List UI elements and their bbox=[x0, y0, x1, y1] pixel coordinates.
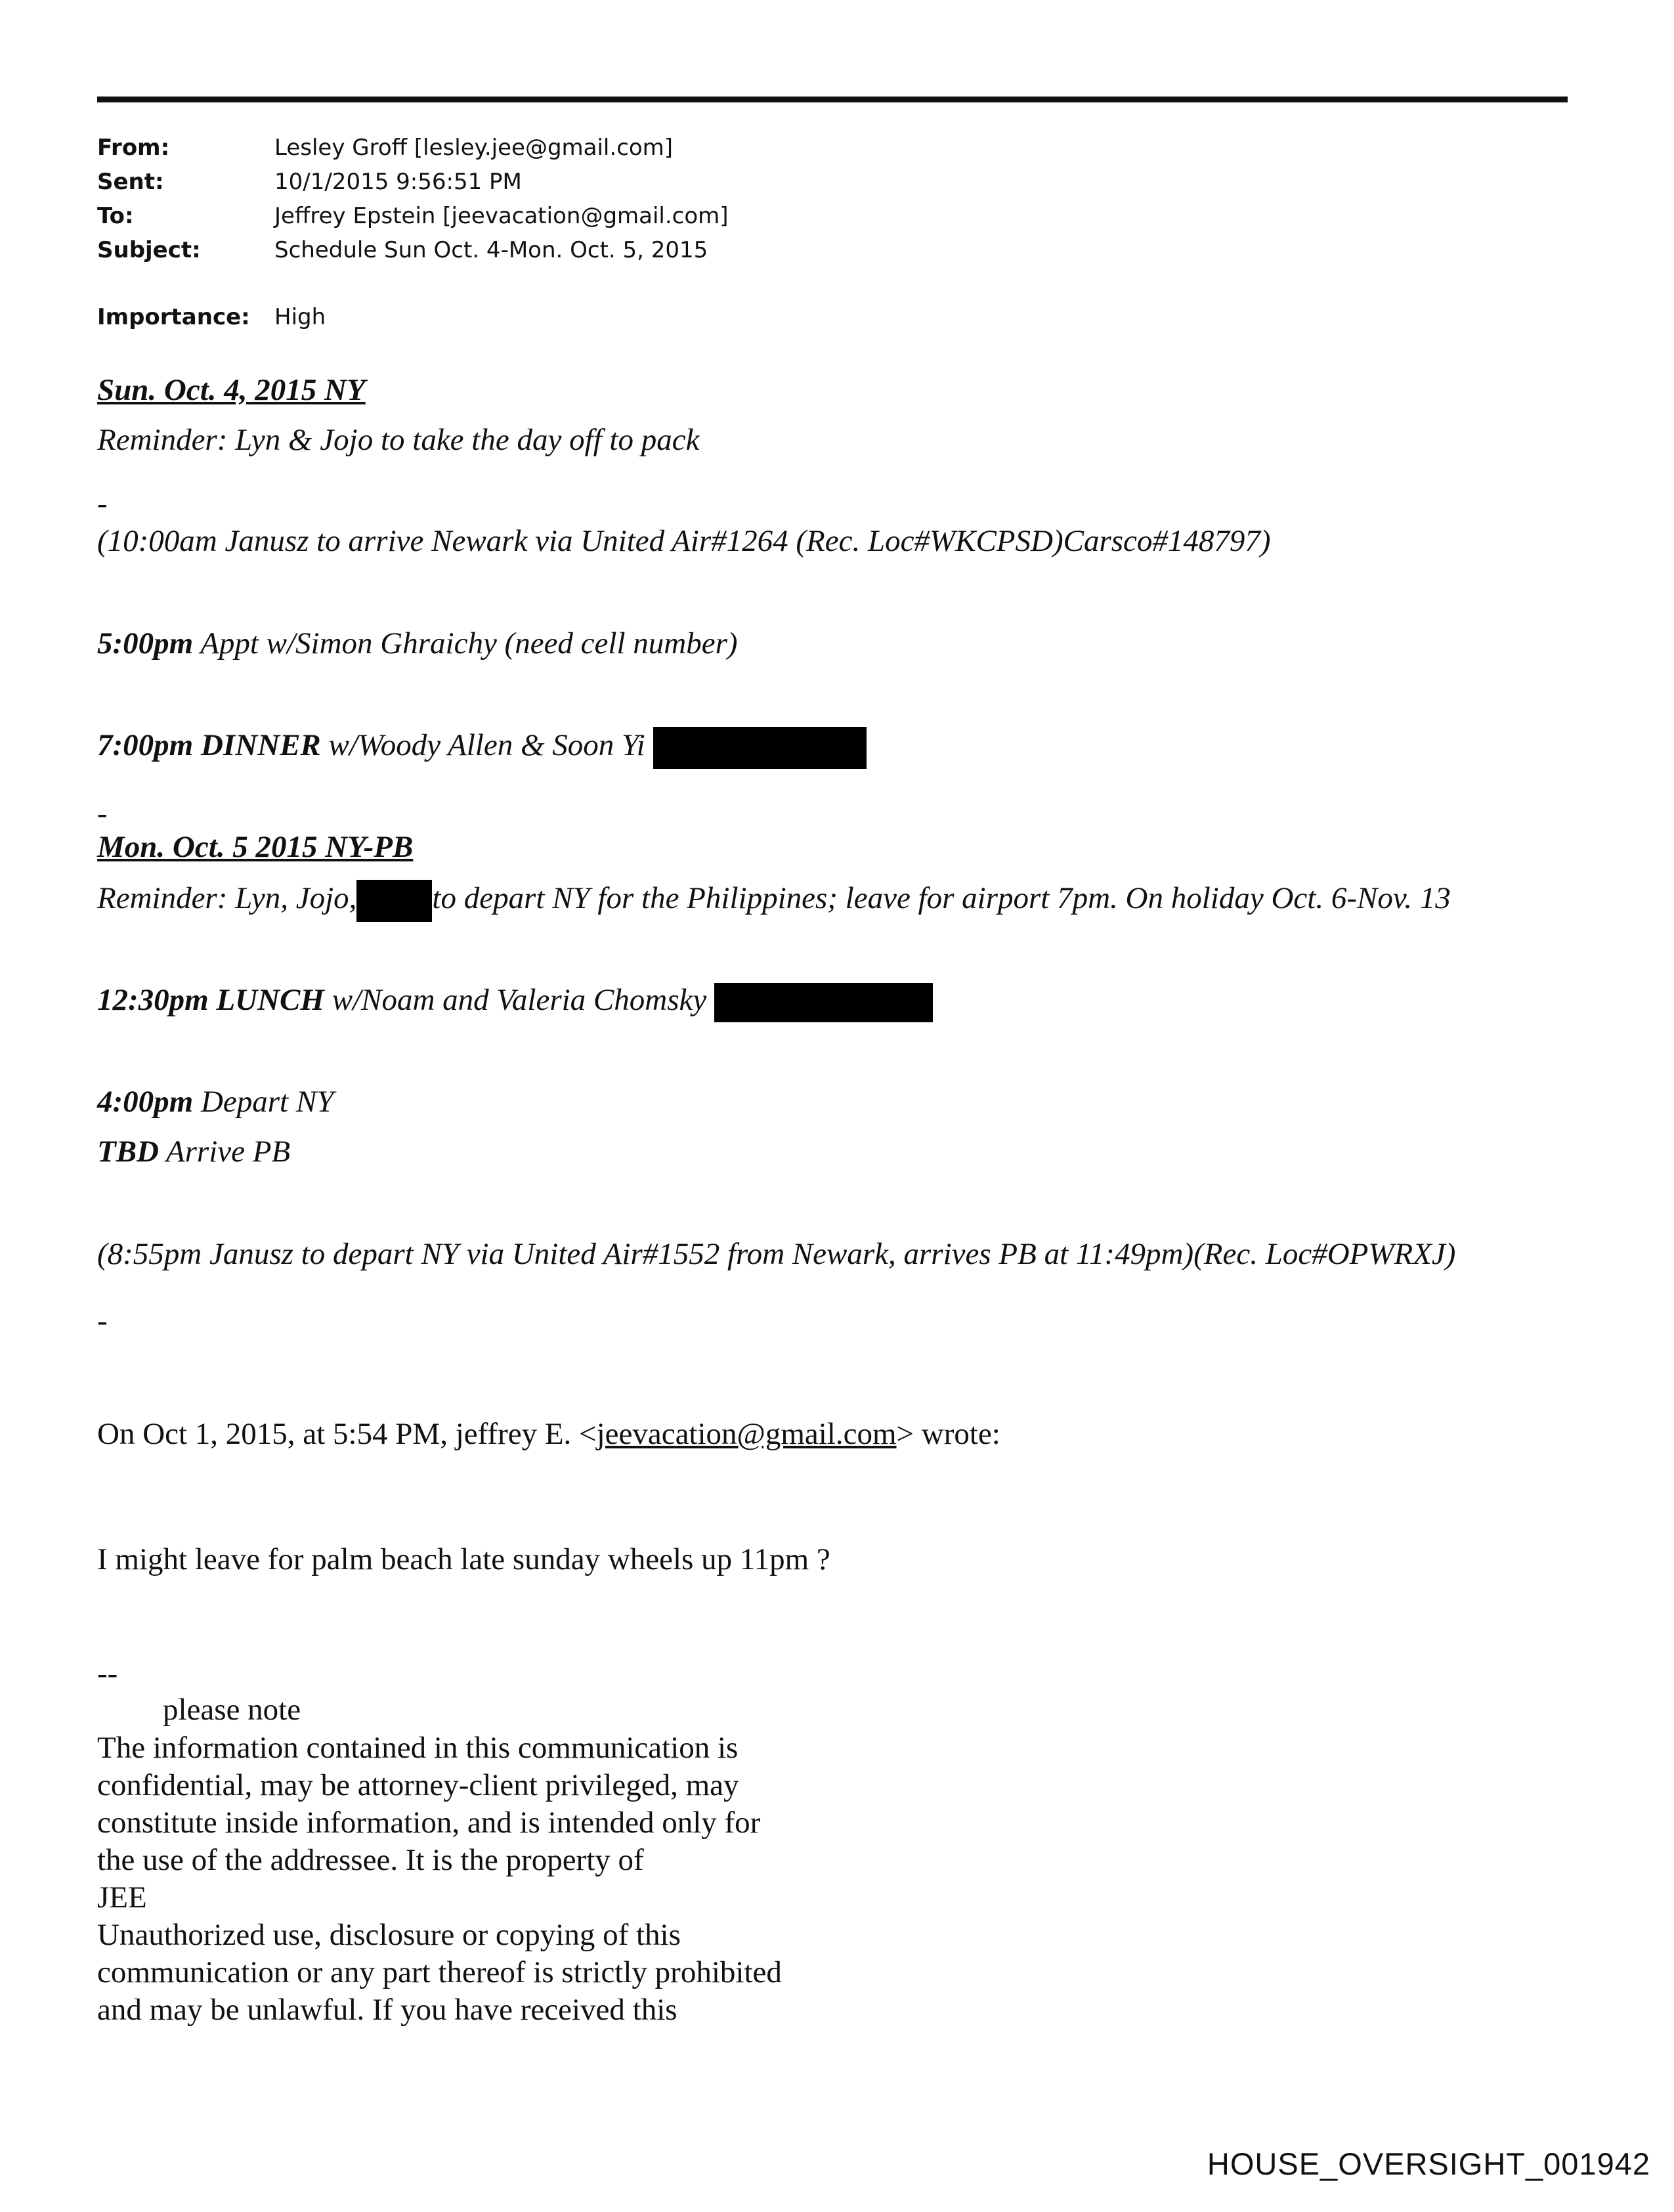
appt-text: Appt w/Simon Ghraichy (need cell number) bbox=[193, 626, 738, 661]
day2-reminder-end: to depart NY for the Philippines; leave for airport 7pm. On holiday Oct. 6-Nov. 13 bbox=[432, 880, 1451, 915]
sent-value: 10/1/2015 9:56:51 PM bbox=[274, 169, 522, 195]
dinner-line bbox=[97, 727, 867, 769]
disclaimer-line: and may be unlawful. If you have received this bbox=[97, 1993, 677, 2027]
day1-heading: Sun. Oct. 4, 2015 NY bbox=[97, 373, 366, 407]
arrive-text: Arrive PB bbox=[159, 1135, 291, 1169]
from-row bbox=[97, 135, 1016, 169]
day2-reminder bbox=[97, 880, 1451, 922]
importance-label: Importance: bbox=[97, 304, 250, 330]
dinner-time: 7:00pm DINNER bbox=[97, 727, 321, 762]
disclaimer-line: communication or any part thereof is strictly prohibited bbox=[97, 1955, 782, 1989]
disclaimer-line: the use of the addressee. It is the property of bbox=[97, 1843, 644, 1877]
sent-label: Sent: bbox=[97, 169, 164, 195]
disclaimer-line: Unauthorized use, disclosure or copying of this bbox=[97, 1918, 681, 1952]
disclaimer-line: confidential, may be attorney-client privileged, may bbox=[97, 1768, 739, 1802]
dinner-text: w/Woody Allen & Soon Yi bbox=[320, 727, 653, 762]
email-link[interactable]: jeevacation@gmail.com bbox=[596, 1417, 897, 1451]
document-id: HOUSE_OVERSIGHT_001942 bbox=[1207, 2146, 1650, 2181]
to-row bbox=[97, 203, 1016, 237]
separator-dash: - bbox=[97, 1304, 108, 1338]
depart-time: 4:00pm bbox=[97, 1085, 194, 1119]
importance-value: High bbox=[274, 304, 326, 330]
lunch-line bbox=[97, 982, 933, 1022]
day1-reminder: Reminder: Lyn & Jojo to take the day off to pack bbox=[97, 423, 700, 457]
disclaimer-line: constitute inside information, and is intended only for bbox=[97, 1806, 761, 1840]
quoted-message: I might leave for palm beach late sunday wheels up 11pm ? bbox=[97, 1542, 830, 1576]
please-note: please note bbox=[163, 1693, 301, 1727]
sent-row bbox=[97, 169, 1016, 203]
signature-dashes: -- bbox=[97, 1657, 118, 1691]
day2-heading: Mon. Oct. 5 2015 NY-PB bbox=[97, 830, 414, 864]
importance-row bbox=[97, 304, 1016, 338]
lunch-text: w/Noam and Valeria Chomsky bbox=[324, 983, 714, 1017]
day2-janusz-departure: (8:55pm Janusz to depart NY via United Air#1552 from Newark, arrives PB at 11:49pm)(Rec. Loc#OPWRXJ) bbox=[97, 1237, 1456, 1271]
day2-reminder-start: Reminder: Lyn, Jojo, bbox=[97, 880, 357, 915]
wrote-suffix: > wrote: bbox=[896, 1417, 1000, 1451]
disclaimer-line: JEE bbox=[97, 1880, 147, 1915]
arrive-time: TBD bbox=[97, 1135, 159, 1169]
disclaimer-line: The information contained in this communication is bbox=[97, 1731, 739, 1765]
redaction-box bbox=[356, 880, 432, 922]
day1-janusz-arrival: (10:00am Janusz to arrive Newark via United Air#1264 (Rec. Loc#WKCPSD)Carsco#148797) bbox=[97, 524, 1271, 558]
redaction-box bbox=[714, 983, 933, 1022]
appt-time: 5:00pm bbox=[97, 626, 194, 661]
to-value: Jeffrey Epstein [jeevacation@gmail.com] bbox=[274, 203, 729, 229]
arrive-line bbox=[97, 1134, 290, 1169]
disclaimer bbox=[97, 1729, 782, 2029]
from-label: From: bbox=[97, 135, 170, 161]
subject-label: Subject: bbox=[97, 237, 201, 263]
wrote-prefix: On Oct 1, 2015, at 5:54 PM, jeffrey E. < bbox=[97, 1417, 597, 1451]
subject-value: Schedule Sun Oct. 4-Mon. Oct. 5, 2015 bbox=[274, 237, 708, 263]
appt-line bbox=[97, 626, 738, 661]
separator-dash: - bbox=[97, 487, 108, 521]
to-label: To: bbox=[97, 203, 134, 229]
quoted-wrote-line bbox=[97, 1416, 1000, 1452]
lunch-time: 12:30pm LUNCH bbox=[97, 983, 324, 1017]
subject-row bbox=[97, 237, 1016, 271]
redaction-box bbox=[653, 727, 867, 769]
depart-line bbox=[97, 1084, 333, 1119]
separator-dash: - bbox=[97, 796, 108, 831]
depart-text: Depart NY bbox=[193, 1085, 334, 1119]
from-value: Lesley Groff [lesley.jee@gmail.com] bbox=[274, 135, 674, 161]
top-rule bbox=[97, 97, 1568, 102]
